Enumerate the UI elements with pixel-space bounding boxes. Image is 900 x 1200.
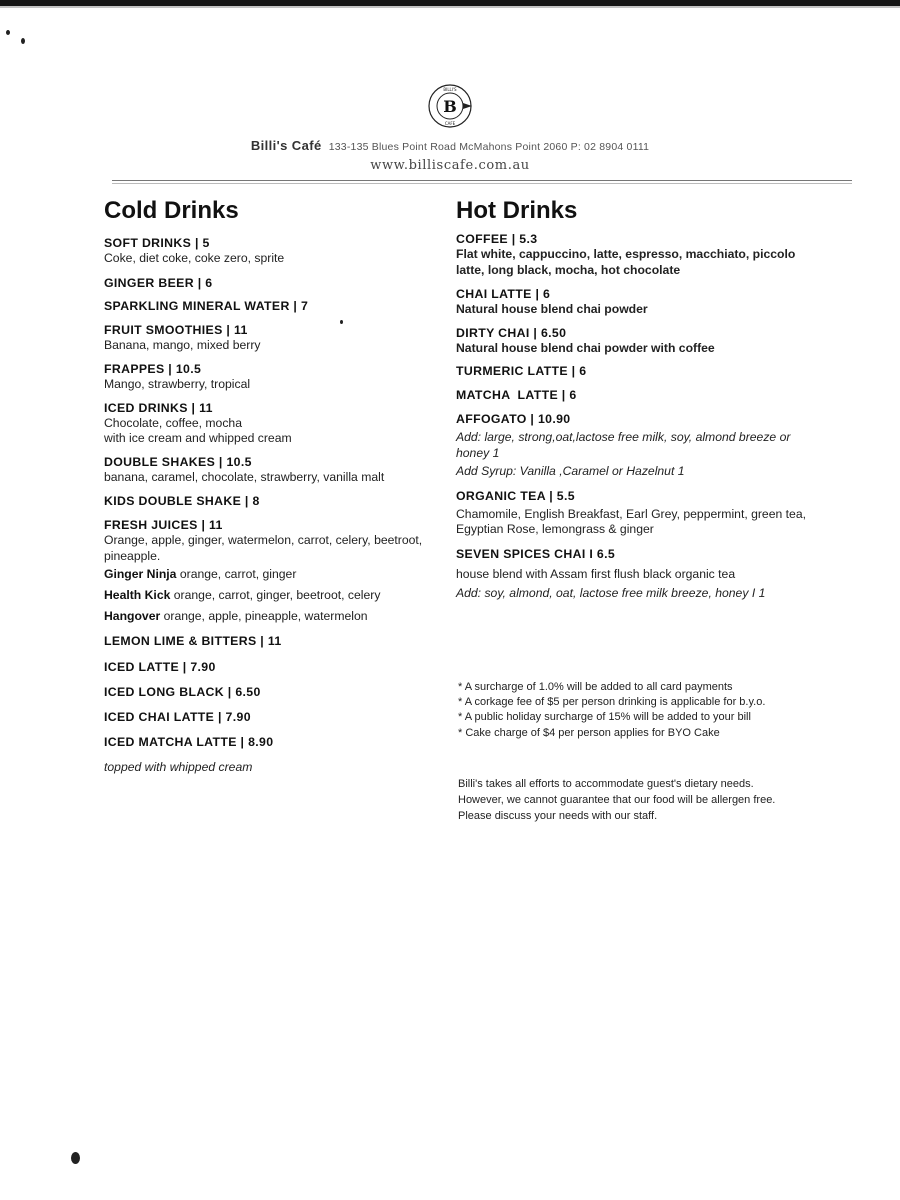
item-title: FRESH JUICES | 11 [104, 518, 223, 532]
item-desc: banana, caramel, chocolate, strawberry, vanilla malt [104, 469, 385, 484]
header-divider-shadow [112, 183, 852, 184]
item-title: SEVEN SPICES CHAI I 6.5 [456, 546, 616, 561]
menu-item-matcha-latte [456, 388, 806, 403]
item-title: CHAI LATTE | 6 [456, 287, 551, 301]
item-addons: Add: large, strong,oat,lactose free milk, soy, almond breeze or honey 1 [456, 430, 791, 460]
menu-item-affogato [456, 412, 806, 480]
logo-bottom-text: CAFE [444, 121, 456, 126]
cafe-website: www.billiscafe.com.au [370, 158, 530, 173]
juice-ginger-ninja [104, 567, 449, 582]
dietary-disclaimer [458, 776, 818, 824]
scan-speck [71, 1152, 80, 1164]
item-title: ORGANIC TEA | 5.5 [456, 488, 575, 503]
menu-item-coffee [456, 232, 806, 278]
menu-item-iced-latte [104, 660, 449, 675]
cold-drinks-column [104, 196, 449, 776]
logo-top-text: BILLI'S [443, 87, 457, 92]
item-desc: Banana, mango, mixed berry [104, 337, 261, 352]
item-desc: Orange, apple, ginger, watermelon, carrot, celery, beetroot, pineapple. [104, 533, 423, 563]
disclaimer-line: However, we cannot guarantee that our food will be allergen free. [458, 794, 776, 806]
cafe-name: Billi's Café [250, 138, 322, 153]
cafe-logo [428, 82, 476, 130]
menu-item-iced-matcha-latte [104, 735, 449, 750]
item-title: LEMON LIME & BITTERS | 11 [104, 634, 282, 648]
menu-item-lemon-lime-bitters [104, 634, 449, 649]
menu-item-organic-tea [456, 489, 806, 538]
item-title: AFFOGATO | 10.90 [456, 412, 571, 426]
item-desc: Chocolate, coffee, mocha [104, 415, 242, 430]
menu-item-double-shakes [104, 455, 449, 486]
menu-item-frappes [104, 362, 449, 393]
whipped-cream-note: topped with whipped cream [104, 760, 253, 774]
item-title: KIDS DOUBLE SHAKE | 8 [104, 494, 260, 508]
cafe-address: 133-135 Blues Point Road McMahons Point 2060 P: 02 8904 0111 [328, 141, 650, 153]
item-title: TURMERIC LATTE | 6 [456, 364, 587, 378]
item-desc: Natural house blend chai powder with coffee [456, 340, 715, 355]
menu-item-turmeric-latte [456, 364, 806, 379]
note-line: * A public holiday surcharge of 15% will be added to your bill [458, 711, 751, 724]
juice-health-kick [104, 588, 449, 603]
item-title: ICED CHAI LATTE | 7.90 [104, 710, 251, 724]
menu-item-iced-drinks [104, 401, 449, 447]
hot-drinks-column [456, 196, 806, 602]
scan-speck [6, 30, 10, 35]
item-title: DIRTY CHAI | 6.50 [456, 325, 567, 340]
header-divider [112, 180, 852, 181]
item-title: ICED LONG BLACK | 6.50 [104, 685, 261, 699]
item-title: COFFEE | 5.3 [456, 232, 538, 246]
item-desc: house blend with Assam first flush black organic tea [456, 566, 736, 581]
item-title: GINGER BEER | 6 [104, 275, 213, 290]
menu-item-soft-drinks [104, 236, 449, 267]
note-line: * Cake charge of $4 per person applies for BYO Cake [458, 726, 720, 739]
item-title: ICED DRINKS | 11 [104, 400, 213, 415]
item-desc: Flat white, cappuccino, latte, espresso, macchiato, piccolo latte, long black, mocha, hot chocolate [456, 247, 796, 277]
disclaimer-line: Billi's takes all efforts to accommodate guest's dietary needs. [458, 778, 754, 790]
surcharge-notes [458, 680, 818, 741]
item-desc: Chamomile, English Breakfast, Earl Grey, peppermint, green tea, Egyptian Rose, lemongrass & ginger [456, 506, 806, 536]
menu-item-seven-spices-chai [456, 547, 806, 602]
item-desc: Mango, strawberry, tropical [104, 377, 251, 391]
item-title: DOUBLE SHAKES | 10.5 [104, 454, 252, 469]
address-line [0, 138, 900, 153]
juice-desc: orange, apple, pineapple, watermelon [163, 609, 368, 623]
menu-item-dirty-chai [456, 326, 806, 357]
menu-item-kids-double-shake [104, 494, 449, 509]
item-syrups: Add Syrup: Vanilla ,Caramel or Hazelnut 1 [456, 464, 685, 478]
hot-drinks-heading: Hot Drinks [456, 197, 578, 224]
menu-item-iced-long-black [104, 685, 449, 700]
note-line: * A corkage fee of $5 per person drinking is applicable for b.y.o. [458, 696, 766, 709]
item-desc: Natural house blend chai powder [456, 302, 648, 316]
item-desc: Coke, diet coke, coke zero, sprite [104, 251, 285, 265]
menu-item-iced-chai-latte [104, 710, 449, 725]
item-title: SPARKLING MINERAL WATER | 7 [104, 298, 309, 313]
disclaimer-line: Please discuss your needs with our staff. [458, 810, 658, 822]
menu-item-sparkling-water [104, 299, 449, 314]
menu-item-fresh-juices [104, 518, 449, 624]
note-line: * A surcharge of 1.0% will be added to all card payments [458, 681, 733, 693]
juice-hangover [104, 609, 449, 624]
scan-top-edge-shadow [0, 6, 900, 8]
item-title: FRUIT SMOOTHIES | 11 [104, 322, 248, 337]
item-addons: Add: soy, almond, oat, lactose free milk breeze, honey I 1 [456, 586, 766, 600]
menu-item-fruit-smoothies [104, 323, 449, 354]
juice-desc: orange, carrot, ginger [179, 567, 297, 581]
item-title: ICED LATTE | 7.90 [104, 660, 216, 674]
item-desc: with ice cream and whipped cream [104, 431, 292, 445]
menu-item-chai-latte [456, 287, 806, 318]
juice-name: Ginger Ninja [104, 567, 177, 581]
item-title: ICED MATCHA LATTE | 8.90 [104, 735, 274, 749]
item-title: MATCHA LATTE | 6 [456, 388, 577, 402]
juice-name: Health Kick [104, 588, 171, 602]
cold-drinks-heading: Cold Drinks [104, 197, 239, 224]
scan-speck [21, 38, 25, 44]
logo-letter: B [443, 97, 457, 116]
item-title: SOFT DRINKS | 5 [104, 236, 210, 250]
juice-name: Hangover [104, 609, 161, 623]
item-title: FRAPPES | 10.5 [104, 362, 202, 376]
juice-desc: orange, carrot, ginger, beetroot, celery [173, 588, 381, 602]
menu-item-ginger-beer [104, 276, 449, 291]
